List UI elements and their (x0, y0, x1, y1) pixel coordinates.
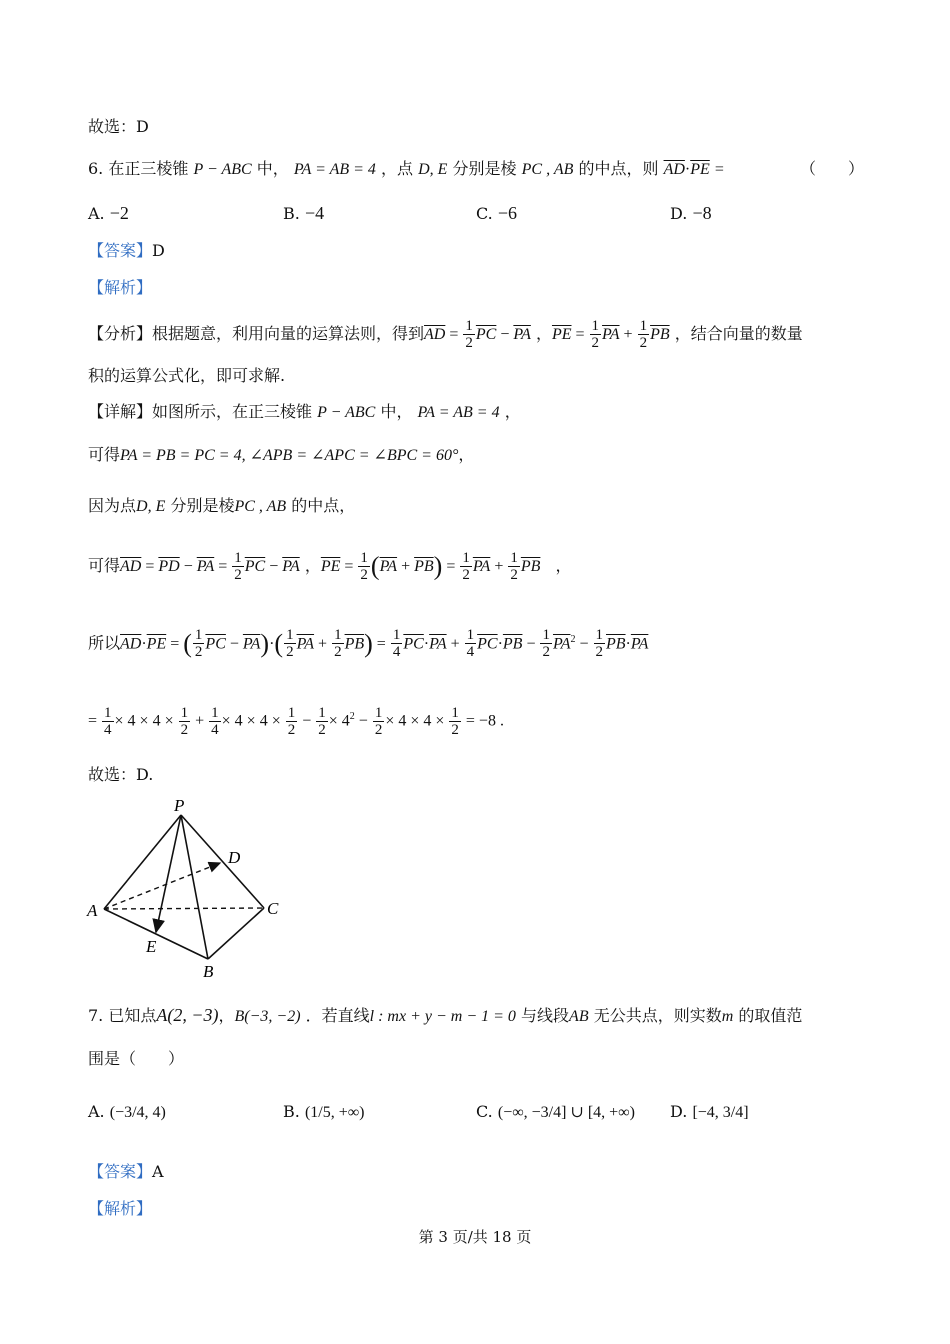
q6-fenxi-cont: 积的运算公式化，即可求解. (88, 366, 286, 385)
q7-option-a[interactable]: A. (−3/4, 4) (88, 1102, 166, 1121)
q7-analysis-tag: 【解析】 (88, 1199, 153, 1218)
q7-answer: 【答案】A (88, 1162, 164, 1181)
q7-option-d[interactable]: D. [−4, 3/4] (670, 1102, 749, 1121)
q6-dot-product: 所以$\overline{AD}\cdot\overline{PE}$ = ( $\frac{1}{2}$ $\overline{PC} - \overline{PA})\cdot$( $\frac{1}{2}$ $\overline{PA}$ + $\frac{1}{2}$ $\overline{PB}$) = $\frac{1}{4}$ $\overline{PC}\cdot\overline{PA}$ + $\frac{1}{4}$ $\overline{PC}\cdot\overline{PB}$ − $\frac{1}{2}$ $\overline{PA}^2$ − $\frac{1}{2}$ $\overline{PB}\cdot\overline{PA}$ (88, 627, 649, 661)
q6-stem: 6. 在正三棱锥 P − ABC 中， PA = AB = 4 ，点 D, E 分别是棱 PC , AB 的中点，则 $\overline{AD}\cdot\overline{PE}$ = (88, 159, 724, 178)
q7-option-a-value: (−3/4, 4) (109, 1104, 166, 1121)
q6-final: 故选：D. (88, 765, 154, 784)
pyramid-label: P − ABC (193, 161, 252, 178)
q6-blank: （ ） (800, 159, 865, 178)
vector-pe (156, 815, 181, 932)
q6-vector-decomp: 可得$\overline{AD} = \overline{PD} - \overline{PA}$ = $\frac{1}{2}$ $\overline{PC} - \overline{PA}$ ，$\overline{PE}$ = $\frac{1}{2}$ $(\overline{PA} + \overline{PB})$ = $\frac{1}{2}$ $\overline{PA}$ + $\frac{1}{2}$ $\overline{PB}$ ， (88, 550, 572, 583)
q7-option-b[interactable]: B. (1/5, +∞) (283, 1102, 365, 1121)
q6-option-a[interactable]: A. −2 (88, 203, 129, 223)
edge-pa (104, 815, 181, 909)
pyramid-figure (82, 796, 302, 986)
label-a: A (87, 901, 98, 920)
label-d: D (228, 848, 241, 867)
label-b: B (203, 962, 214, 981)
q6-midpoints: 因为点D, E 分别是棱PC , AB 的中点， (88, 496, 356, 515)
condition: PA = AB = 4 (293, 161, 376, 178)
q6-detail: 【详解】如图所示，在正三棱锥 P − ABC 中， PA = AB = 4 ， (88, 402, 521, 421)
q6-option-b[interactable]: B. −4 (283, 203, 325, 223)
q7-option-c-value: (−∞, −3/4] ∪ [4, +∞) (497, 1104, 635, 1121)
q7-option-b-value: (1/5, +∞) (304, 1104, 365, 1121)
label-p: P (174, 796, 185, 815)
q7-stem: 7. 已知点A(2, −3)，B(−3, −2) ．若直线l : mx + y − m − 1 = 0 与线段AB 无公共点，则实数m 的取值范 (88, 1005, 803, 1025)
q6-option-c[interactable]: C. −6 (476, 203, 518, 223)
q6-fenxi: 【分析】根据题意，利用向量的运算法则，得到$\overline{AD}$ = $\frac{1}{2}$ $\overline{PC} - \overline{PA}$ ，$\overline{PE}$ = $\frac{1}{2}$ $\overline{PA}$ + $\frac{1}{2}$ $\overline{PB}$ ，结合向量的数量 (88, 318, 803, 351)
label-e: E (146, 937, 157, 956)
page-footer: 第 3 页/共 18 页 (418, 1228, 532, 1246)
edge-pc (181, 815, 264, 908)
edge-pb (181, 815, 208, 959)
label-c: C (267, 899, 279, 918)
q6-calc: = $\frac{1}{4}$ × 4 × 4 × $\frac{1}{2}$ + $\frac{1}{4}$ × 4 × 4 × $\frac{1}{2}$ − $\frac{1}{2}$ × $4^2$ − $\frac{1}{2}$ × 4 × 4 × $\frac{1}{2}$ = −8 . (88, 705, 504, 739)
prev-answer: 故选：D (88, 117, 149, 136)
q6-analysis-tag: 【解析】 (88, 278, 153, 297)
q6-answer: 【答案】D (88, 241, 165, 260)
q7-stem-cont: 围是（ ） (88, 1049, 185, 1068)
q7-option-c[interactable]: C. (−∞, −3/4] ∪ [4, +∞) (476, 1102, 635, 1121)
q6-angles: 可得PA = PB = PC = 4, ∠APB = ∠APC = ∠BPC = 60°， (88, 445, 475, 464)
q6-option-d[interactable]: D. −8 (670, 203, 712, 223)
edge-bc (208, 908, 264, 959)
edge-ac-hidden (104, 908, 264, 909)
q7-option-d-value: [−4, 3/4] (692, 1104, 749, 1121)
